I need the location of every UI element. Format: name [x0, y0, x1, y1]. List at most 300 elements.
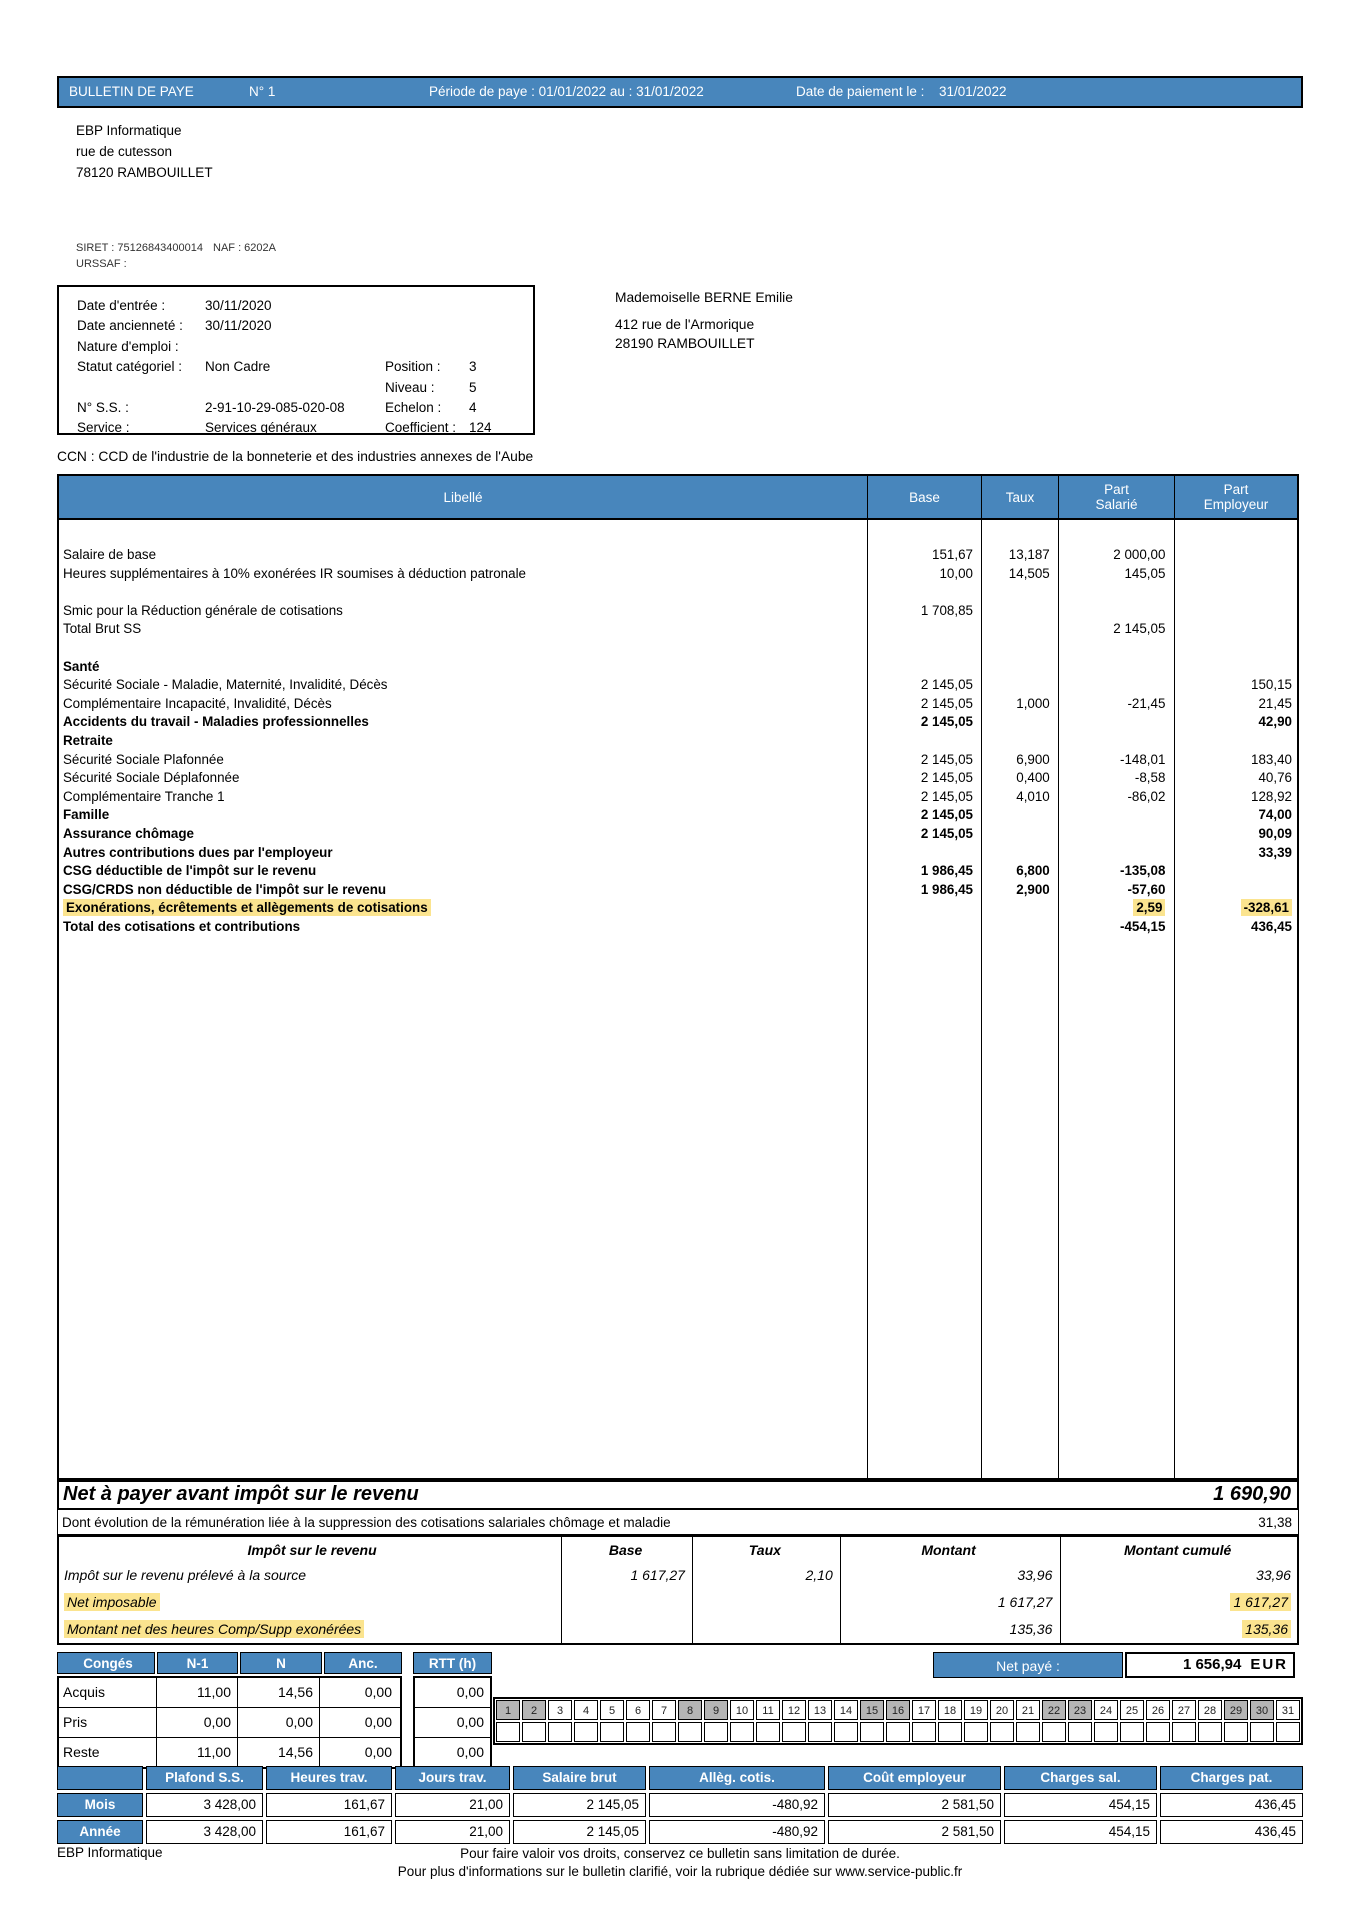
pay-row-salarie-value: 2,59	[1133, 899, 1165, 916]
calendar-day-29: 29	[1224, 1700, 1248, 1720]
tax-row-montant-value: 33,96	[1017, 1567, 1053, 1583]
pay-row-base-value: 151,67	[932, 547, 973, 562]
pay-row-base-value: 1 986,45	[920, 863, 973, 879]
calendar-day-20: 20	[990, 1700, 1014, 1720]
tax-table-row	[59, 1590, 1297, 1617]
conges-anc-value: 0,00	[364, 1744, 392, 1760]
pay-row-base-value: 2 145,05	[920, 714, 973, 730]
pay-row-salarie	[1055, 825, 1171, 844]
pay-table-row	[59, 825, 1297, 844]
summary-col-header: Heures trav.	[266, 1766, 392, 1790]
pay-row-salarie-value: -86,02	[1127, 788, 1166, 804]
summary-col-header: Salaire brut	[513, 1766, 646, 1790]
pay-row-employeur-value: 40,76	[1258, 770, 1292, 786]
pay-row-employeur	[1170, 620, 1297, 639]
net-paid-value-box	[1125, 1652, 1295, 1678]
pay-table-body	[57, 520, 1299, 1482]
pay-row-taux	[978, 881, 1055, 900]
pay-row-taux	[978, 658, 1055, 677]
pay-row-employeur	[1170, 658, 1297, 677]
conges-row-label: Pris	[59, 1708, 157, 1737]
summary-value: -480,92	[649, 1793, 825, 1817]
calendar-days-row	[496, 1700, 1300, 1720]
summary-value: 161,67	[266, 1820, 392, 1844]
column-divider	[1060, 1537, 1061, 1643]
conges-anc-value: 0,00	[364, 1684, 392, 1700]
col-header-part-salarie: Part Salarié	[1058, 476, 1174, 518]
employer-ids-block	[76, 240, 276, 272]
calendar-mark-30	[1250, 1722, 1274, 1742]
pay-row-label-text: Total Brut SS	[63, 621, 142, 637]
pay-row-base	[864, 658, 978, 677]
calendar-mark-15	[860, 1722, 884, 1742]
tax-table-row	[59, 1563, 1297, 1590]
pay-row-salarie	[1055, 806, 1171, 825]
calendar-mark-7	[652, 1722, 676, 1742]
conges-table	[57, 1652, 402, 1769]
rtt-body	[413, 1676, 492, 1769]
pay-row-base	[864, 620, 978, 639]
column-divider	[1058, 520, 1059, 1480]
employee-info-row	[59, 398, 533, 418]
info-label-right: Echelon :	[385, 399, 442, 415]
pay-table-row	[59, 844, 1297, 863]
pay-row-salarie-value: 145,05	[1124, 565, 1166, 581]
pay-row-taux-value: 13,187	[1008, 547, 1050, 562]
pay-row-label	[59, 620, 864, 639]
conges-n1-value: 0,00	[157, 1708, 238, 1737]
pay-table-row	[59, 658, 1297, 677]
pay-row-base-value: 2 145,05	[920, 825, 973, 841]
footer-notice-line2: Pour plus d'informations sur le bulletin clarifié, voir la rubrique dédiée sur www.service-public.fr	[397, 1864, 963, 1879]
pay-table-row	[59, 862, 1297, 881]
pay-row-employeur-value: -328,61	[1241, 899, 1292, 916]
pay-row-label	[59, 918, 864, 937]
employee-info-row	[59, 337, 533, 357]
calendar-day-4: 4	[574, 1700, 598, 1720]
net-before-tax-label: Net à payer avant impôt sur le revenu	[63, 1482, 419, 1505]
pay-row-taux-value: 0,400	[1016, 770, 1050, 786]
evolution-row	[57, 1510, 1299, 1535]
summary-col-header: Charges pat.	[1160, 1766, 1303, 1790]
pay-row-employeur	[1170, 918, 1297, 937]
pay-row-salarie	[1055, 881, 1171, 900]
tax-row-cumule-value: 135,36	[1242, 1620, 1291, 1638]
calendar-day-8: 8	[678, 1700, 702, 1720]
col-header-base: Base	[867, 476, 981, 518]
calendar-mark-21	[1016, 1722, 1040, 1742]
conges-row-label: Reste	[59, 1738, 157, 1767]
pay-row-base	[864, 713, 978, 732]
calendar-mark-28	[1198, 1722, 1222, 1742]
employee-info-row	[59, 296, 533, 316]
pay-table-row	[59, 620, 1297, 639]
pay-row-employeur-value: 90,09	[1258, 825, 1292, 841]
pay-row-taux-value: 6,900	[1016, 751, 1050, 767]
pay-row-base	[864, 862, 978, 881]
calendar-mark-26	[1146, 1722, 1170, 1742]
pay-row-salarie	[1055, 546, 1171, 565]
pay-table-row	[59, 583, 1297, 602]
conges-body	[57, 1676, 402, 1769]
summary-col-header: Allèg. cotis.	[649, 1766, 825, 1790]
pay-row-label-text: Salaire de base	[63, 547, 157, 562]
info-label-left: N° S.S. :	[77, 399, 129, 415]
evolution-value: 31,38	[1258, 1514, 1292, 1530]
column-divider	[1174, 520, 1175, 1480]
pay-row-employeur	[1170, 713, 1297, 732]
payment-date-label: Date de paiement le :	[796, 84, 925, 99]
employee-info-row	[59, 357, 533, 377]
pay-row-label-text: Sécurité Sociale - Maladie, Maternité, Invalidité, Décès	[63, 677, 388, 693]
calendar-mark-6	[626, 1722, 650, 1742]
calendar-day-28: 28	[1198, 1700, 1222, 1720]
pay-row-label	[59, 732, 864, 751]
ccn-line: CCN : CCD de l'industrie de la bonneterie et des industries annexes de l'Aube	[57, 449, 534, 464]
pay-row-label	[59, 825, 864, 844]
pay-row-label-text: Sécurité Sociale Plafonnée	[63, 751, 224, 767]
pay-table-row	[59, 751, 1297, 770]
tax-row-cumule	[1058, 1617, 1297, 1644]
calendar-mark-9	[704, 1722, 728, 1742]
pay-row-employeur	[1170, 546, 1297, 565]
totals-summary-table	[57, 1766, 1303, 1844]
tax-col-montant: Montant	[921, 1542, 976, 1558]
month-calendar-strip	[493, 1697, 1303, 1745]
pay-row-base-value: 2 145,05	[920, 695, 973, 711]
pay-table	[57, 474, 1299, 1482]
siret-number: SIRET : 75126843400014	[76, 242, 204, 254]
pay-row-label	[59, 546, 864, 565]
calendar-mark-31	[1276, 1722, 1300, 1742]
pay-row-employeur-value: 183,40	[1251, 751, 1292, 767]
pay-row-employeur	[1170, 788, 1297, 807]
pay-row-salarie	[1055, 769, 1171, 788]
pay-row-taux	[978, 620, 1055, 639]
column-divider	[692, 1537, 693, 1643]
tax-row-label	[59, 1617, 560, 1644]
pay-row-employeur	[1170, 825, 1297, 844]
calendar-day-16: 16	[886, 1700, 910, 1720]
pay-row-base-value: 10,00	[939, 565, 973, 581]
pay-row-employeur	[1170, 695, 1297, 714]
pay-row-base	[864, 565, 978, 584]
net-before-tax-value: 1 690,90	[1213, 1482, 1291, 1505]
pay-table-row	[59, 806, 1297, 825]
summary-col-header	[57, 1766, 143, 1790]
tax-row-taux	[691, 1590, 839, 1617]
pay-row-taux	[978, 788, 1055, 807]
info-value-left: Non Cadre	[205, 359, 271, 375]
calendar-day-19: 19	[964, 1700, 988, 1720]
pay-row-salarie	[1055, 565, 1171, 584]
info-label-left: Date ancienneté :	[77, 318, 183, 334]
pay-row-salarie-value: -135,08	[1119, 863, 1166, 879]
calendar-day-12: 12	[782, 1700, 806, 1720]
pay-row-base	[864, 769, 978, 788]
employer-city: 78120 RAMBOUILLET	[76, 165, 213, 180]
calendar-mark-24	[1094, 1722, 1118, 1742]
rtt-value: 0,00	[415, 1737, 490, 1767]
tax-row-label	[59, 1590, 560, 1617]
summary-value: 21,00	[395, 1793, 510, 1817]
summary-value: 436,45	[1160, 1820, 1303, 1844]
conges-col-anc: Anc.	[324, 1652, 402, 1674]
calendar-marks-row	[496, 1722, 1300, 1742]
pay-row-salarie-value: -454,15	[1119, 918, 1166, 934]
pay-row-taux	[978, 732, 1055, 751]
tax-row-base	[560, 1617, 691, 1644]
pay-row-taux	[978, 862, 1055, 881]
pay-row-salarie	[1055, 751, 1171, 770]
calendar-day-13: 13	[808, 1700, 832, 1720]
pay-row-employeur-value: 436,45	[1251, 918, 1292, 934]
pay-row-salarie	[1055, 602, 1171, 621]
pay-table-row	[59, 676, 1297, 695]
summary-col-header: Plafond S.S.	[146, 1766, 263, 1790]
pay-row-label-text: Retraite	[63, 732, 113, 748]
pay-row-taux	[978, 713, 1055, 732]
conges-col-title: Congés	[57, 1652, 155, 1674]
tax-col-montant-cumule: Montant cumulé	[1124, 1542, 1232, 1558]
pay-row-taux-value: 6,800	[1016, 863, 1050, 879]
pay-row-salarie	[1055, 844, 1171, 863]
calendar-day-17: 17	[912, 1700, 936, 1720]
summary-col-header: Jours trav.	[395, 1766, 510, 1790]
net-paid-row	[933, 1652, 1295, 1678]
col-header-taux: Taux	[981, 476, 1058, 518]
info-label-right: Niveau :	[385, 379, 435, 395]
column-divider	[867, 520, 868, 1480]
col-header-libelle: Libellé	[443, 489, 483, 505]
payslip-title-bar	[57, 76, 1303, 108]
document-title: BULLETIN DE PAYE	[69, 84, 194, 99]
conges-n-value: 14,56	[238, 1678, 320, 1707]
info-value-left: 30/11/2020	[205, 298, 272, 313]
net-before-tax-row	[57, 1478, 1299, 1510]
employer-name: EBP Informatique	[76, 123, 182, 138]
tax-row-cumule	[1058, 1590, 1297, 1617]
payslip-number: N° 1	[249, 84, 276, 99]
pay-row-label	[59, 844, 864, 863]
pay-row-base-value: 2 145,05	[920, 770, 973, 786]
employer-street: rue de cutesson	[76, 144, 173, 159]
pay-table-row	[59, 565, 1297, 584]
pay-row-label	[59, 751, 864, 770]
pay-row-label	[59, 658, 864, 677]
calendar-day-1: 1	[496, 1700, 520, 1720]
pay-table-row	[59, 732, 1297, 751]
pay-table-row	[59, 695, 1297, 714]
pay-row-taux-value: 2,900	[1016, 881, 1050, 897]
pay-row-taux	[978, 695, 1055, 714]
calendar-day-11: 11	[756, 1700, 780, 1720]
pay-row-taux	[978, 899, 1055, 918]
tax-row-taux	[691, 1617, 839, 1644]
employee-address-block	[615, 290, 793, 351]
pay-row-taux	[978, 565, 1055, 584]
calendar-mark-20	[990, 1722, 1014, 1742]
calendar-day-30: 30	[1250, 1700, 1274, 1720]
pay-row-taux-value: 1,000	[1016, 695, 1050, 711]
info-label-left: Service :	[77, 420, 130, 436]
info-label-left: Date d'entrée :	[77, 298, 166, 313]
summary-row	[57, 1793, 1303, 1817]
pay-row-salarie	[1055, 676, 1171, 695]
info-value-right: 3	[469, 359, 477, 375]
pay-row-taux	[978, 806, 1055, 825]
pay-row-salarie	[1055, 732, 1171, 751]
pay-row-taux-value: 14,505	[1008, 565, 1050, 581]
summary-value: 2 581,50	[828, 1820, 1001, 1844]
pay-row-taux	[978, 825, 1055, 844]
pay-row-taux	[978, 769, 1055, 788]
info-value-left: Services généraux	[205, 420, 317, 436]
calendar-mark-23	[1068, 1722, 1092, 1742]
conges-n-value: 0,00	[238, 1708, 320, 1737]
pay-row-salarie	[1055, 788, 1171, 807]
pay-row-label-text: CSG/CRDS non déductible de l'impôt sur le revenu	[63, 881, 387, 897]
tax-row-montant	[839, 1617, 1059, 1644]
calendar-mark-27	[1172, 1722, 1196, 1742]
info-label-left: Nature d'emploi :	[77, 338, 179, 354]
employee-info-row	[59, 378, 533, 398]
pay-row-label-text: Autres contributions dues par l'employeur	[63, 844, 333, 860]
summary-row	[57, 1820, 1303, 1844]
pay-row-label-text: Complémentaire Tranche 1	[63, 788, 225, 804]
pay-table-row	[59, 769, 1297, 788]
pay-row-salarie	[1055, 695, 1171, 714]
tax-row-label-text: Impôt sur le revenu prélevé à la source	[64, 1567, 307, 1583]
footer-company-name: EBP Informatique	[57, 1845, 163, 1860]
summary-row-label: Mois	[57, 1793, 143, 1817]
pay-table-header	[57, 474, 1299, 520]
tax-table-row	[59, 1617, 1297, 1644]
rtt-header: RTT (h)	[413, 1652, 492, 1674]
employee-street: 412 rue de l'Armorique	[615, 317, 755, 332]
pay-row-label-text: Exonérations, écrêtements et allègements de cotisations	[63, 899, 431, 916]
net-paid-label: Net payé :	[933, 1652, 1123, 1678]
calendar-day-24: 24	[1094, 1700, 1118, 1720]
info-label-right: Position :	[385, 359, 441, 375]
calendar-day-22: 22	[1042, 1700, 1066, 1720]
calendar-day-23: 23	[1068, 1700, 1092, 1720]
calendar-day-31: 31	[1276, 1700, 1300, 1720]
col-header-part-employeur: Part Employeur	[1174, 476, 1297, 518]
tax-row-montant-value: 135,36	[1009, 1621, 1053, 1637]
summary-value: -480,92	[649, 1820, 825, 1844]
tax-row-base	[560, 1590, 691, 1617]
pay-row-taux	[978, 602, 1055, 621]
tax-row-taux-value: 2,10	[805, 1567, 833, 1583]
evolution-label: Dont évolution de la rémunération liée à la suppression des cotisations salariales chômage et maladie	[62, 1514, 671, 1530]
tax-row-label-text: Montant net des heures Comp/Supp exonérées	[64, 1620, 364, 1638]
summary-row-label: Année	[57, 1820, 143, 1844]
pay-table-row	[59, 602, 1297, 621]
pay-table-row	[59, 918, 1297, 937]
naf-code: NAF : 6202A	[213, 242, 276, 254]
pay-row-employeur	[1170, 862, 1297, 881]
summary-value: 2 145,05	[513, 1793, 646, 1817]
summary-value: 454,15	[1004, 1820, 1157, 1844]
column-divider	[981, 520, 982, 1480]
pay-table-row	[59, 546, 1297, 565]
pay-table-row	[59, 713, 1297, 732]
pay-row-base	[864, 806, 978, 825]
calendar-mark-22	[1042, 1722, 1066, 1742]
pay-row-employeur	[1170, 676, 1297, 695]
tax-col-libelle: Impôt sur le revenu	[247, 1542, 377, 1558]
pay-row-employeur-value: 21,45	[1258, 695, 1292, 711]
rtt-table	[413, 1652, 492, 1769]
tax-row-montant-value: 1 617,27	[997, 1594, 1053, 1610]
tax-col-taux: Taux	[748, 1542, 781, 1558]
conges-row-label: Acquis	[59, 1678, 157, 1707]
pay-row-base	[864, 844, 978, 863]
calendar-mark-8	[678, 1722, 702, 1742]
pay-row-employeur	[1170, 751, 1297, 770]
summary-value: 436,45	[1160, 1793, 1303, 1817]
pay-row-employeur	[1170, 844, 1297, 863]
calendar-mark-11	[756, 1722, 780, 1742]
pay-row-salarie	[1055, 620, 1171, 639]
summary-col-header: Coût employeur	[828, 1766, 1001, 1790]
summary-value: 2 145,05	[513, 1820, 646, 1844]
pay-row-base	[864, 881, 978, 900]
info-value-right: 5	[469, 379, 477, 395]
calendar-day-15: 15	[860, 1700, 884, 1720]
income-tax-header	[59, 1537, 1297, 1563]
calendar-day-3: 3	[548, 1700, 572, 1720]
calendar-day-14: 14	[834, 1700, 858, 1720]
conges-n1-value: 11,00	[157, 1678, 238, 1707]
column-divider	[840, 1537, 841, 1643]
info-label-right: Coefficient :	[385, 420, 457, 436]
pay-row-taux	[978, 546, 1055, 565]
conges-n1-value: 11,00	[157, 1738, 238, 1767]
rtt-value: 0,00	[456, 1684, 484, 1700]
pay-row-salarie-value: -21,45	[1127, 695, 1166, 711]
pay-row-base	[864, 788, 978, 807]
summary-value: 3 428,00	[146, 1820, 263, 1844]
pay-table-row	[59, 639, 1297, 658]
pay-row-label	[59, 769, 864, 788]
conges-row	[59, 1678, 400, 1707]
calendar-mark-2	[522, 1722, 546, 1742]
info-label-left: Statut catégoriel :	[77, 359, 183, 375]
pay-row-base	[864, 751, 978, 770]
calendar-mark-4	[574, 1722, 598, 1742]
info-value-right: 124	[469, 420, 492, 436]
calendar-mark-18	[938, 1722, 962, 1742]
pay-row-employeur-value: 150,15	[1251, 677, 1292, 693]
pay-row-label-text: Santé	[63, 658, 100, 674]
employee-city: 28190 RAMBOUILLET	[615, 336, 755, 351]
pay-row-employeur	[1170, 806, 1297, 825]
calendar-day-5: 5	[600, 1700, 624, 1720]
conges-row	[59, 1737, 400, 1767]
pay-row-employeur-value: 74,00	[1258, 807, 1292, 823]
calendar-mark-19	[964, 1722, 988, 1742]
pay-row-salarie-value: -8,58	[1134, 770, 1166, 786]
net-paid-amount: 1 656,94	[1182, 1656, 1242, 1673]
info-value-left: 30/11/2020	[205, 318, 272, 334]
pay-row-label	[59, 806, 864, 825]
payment-date-value: 31/01/2022	[939, 84, 1007, 99]
pay-row-base-value: 2 145,05	[920, 751, 973, 767]
pay-row-label	[59, 788, 864, 807]
pay-row-label-text: Complémentaire Incapacité, Invalidité, Décès	[63, 695, 332, 711]
